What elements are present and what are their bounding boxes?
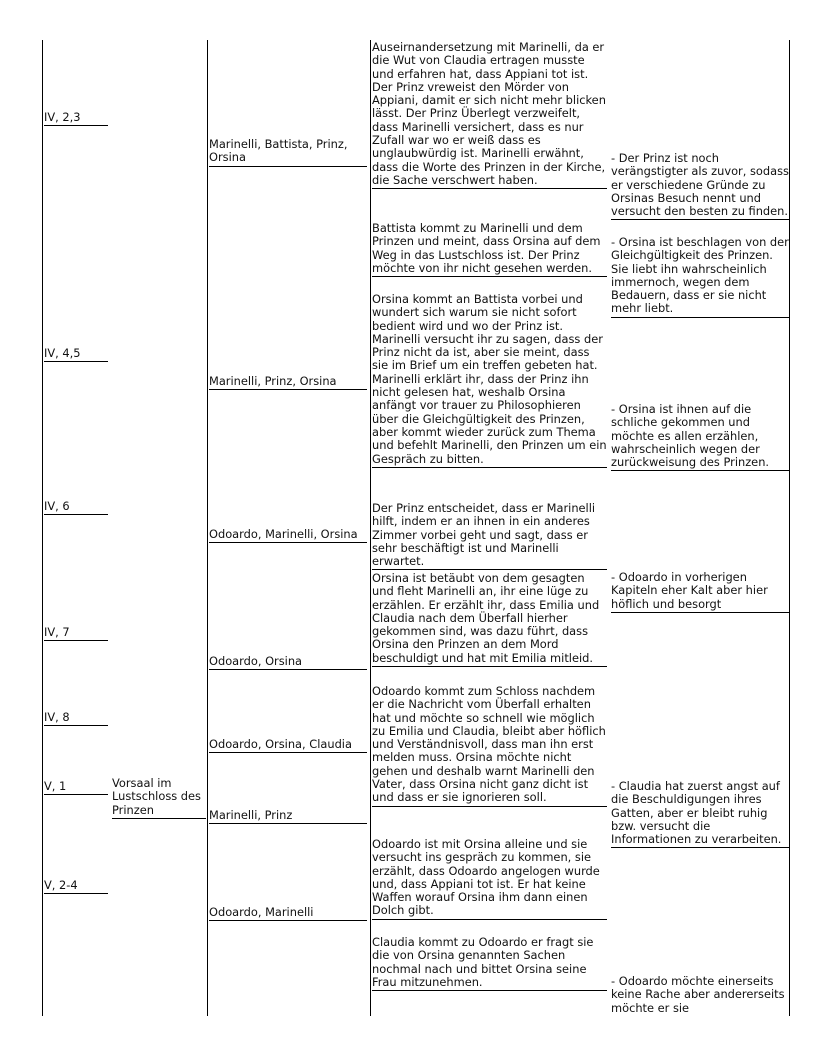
content-text: Battista kommt zu Marinelli und dem Prinzen und meint, dass Orsina auf dem Weg in das Lustschloss ist. Der Prinz möchte von ihr nicht gesehen werden. [372,222,607,277]
note-text: - Orsina ist beschlagen von der Gleichgültigkeit des Prinzen. Sie liebt ihn wahrscheinlich immernoch, wegen dem Bedauern, dass er sie nicht mehr liebt. [611,236,789,318]
content-text: Der Prinz entscheidet, dass er Marinelli hilft, indem er an ihnen in ein anderes Zimmer vorbei geht und sagt, dass er sehr beschäftigt ist und Marinelli erwartet. [372,502,607,570]
column-rule [42,40,43,1016]
characters-label: Odoardo, Orsina [209,655,367,670]
characters-label: Odoardo, Orsina, Claudia [209,738,367,753]
scene-label: IV, 2,3 [44,111,108,126]
content-text: Orsina ist betäubt von dem gesagten und fleht Marinelli an, ihr eine lüge zu erzählen. Er erzählt ihr, dass Emilia und Claudia nach dem Überfall hierher gekommen sind, was dazu führt, dass Orsina den Prinzen an dem Mord beschuldigt und hat mit Emilia mitleid. [372,572,607,667]
note-text: - Der Prinz ist noch verängstigter als zuvor, sodass er verschiedene Gründe zu Orsinas Besuch nennt und versucht den besten zu finden. [611,152,789,220]
scene-label: V, 2-4 [44,879,108,894]
note-text: - Orsina ist ihnen auf die schliche gekommen und möchte es allen erzählen, wahrscheinlich wegen der zurückweisung des Prinzen. [611,403,789,471]
content-text: Auseirnandersetzung mit Marinelli, da er die Wut von Claudia ertragen musste und erfahren hat, dass Appiani tot ist. Der Prinz vreweist den Mörder von Appiani, damit er sich nicht mehr blicken lässt. Der Prinz Überlegt verzweifelt, dass Marinelli versichert, dass es nur Zufall war wo er weiß dass es unglaubwürdig ist. Marinelli erwähnt, dass die Worte des Prinzen in der Kirche, die Sache verschwert haben. [372,41,607,189]
characters-label: Marinelli, Prinz [209,809,367,824]
content-text: Odoardo ist mit Orsina alleine und sie versucht ins gespräch zu kommen, sie erzählt, dass Odoardo angelogen wurde und, dass Appiani tot ist. Er hat keine Waffen worauf Orsina ihm dann einen Dolch gibt. [372,838,607,920]
scene-label: V, 1 [44,780,108,795]
characters-label: Marinelli, Prinz, Orsina [209,375,367,390]
scene-label: IV, 7 [44,626,108,641]
column-rule [789,40,790,1016]
scene-label: IV, 8 [44,711,108,726]
column-rule [370,40,371,1016]
note-text: - Odoardo möchte einerseits keine Rache aber andererseits möchte er sie [611,974,785,1015]
content-text: Odoardo kommt zum Schloss nachdem er die Nachricht vom Überfall erhalten hat und möchte so schnell wie möglich zu Emilia und Claudia, bleibt aber höflich und Verständnisvoll, dass man ihn erst melden muss. Orsina möchte nicht gehen und deshalb warnt Marinelli den Vater, dass Orsina nicht ganz dicht ist und dass er sie ignorieren soll. [372,685,607,807]
content-text: Orsina kommt an Battista vorbei und wundert sich warum sie nicht sofort bedient wird und wo der Prinz ist. Marinelli versucht ihr zu sagen, dass der Prinz nicht da ist, aber sie meint, dass sie im Brief um ein treffen gebeten hat. Marinelli erklärt ihr, dass der Prinz ihn nicht gelesen hat, weshalb Orsina anfängt vor trauer zu Philosophieren über die Gleichgültigkeit des Prinzen, aber kommt wieder zurück zum Thema und befehlt Marinelli, den Prinzen um ein Gespräch zu bitten. [372,293,607,468]
location-label: Vorsaal im Lustschloss des Prinzen [112,777,206,819]
scene-label: IV, 4,5 [44,347,108,362]
characters-label: Odoardo, Marinelli, Orsina [209,528,367,543]
content-text: Claudia kommt zu Odoardo er fragt sie die von Orsina genannten Sachen nochmal nach und bittet Orsina seine Frau mitzunehmen. [372,936,607,991]
characters-label: Odoardo, Marinelli [209,906,367,921]
column-rule [207,40,208,1016]
note-text: - Claudia hat zuerst angst auf die Beschuldigungen ihres Gatten, aber er bleibt ruhig bzw. versucht die Informationen zu verarbeiten. [611,780,789,848]
note-text: - Odoardo in vorherigen Kapiteln eher Kalt aber hier höflich und besorgt [611,571,789,613]
scene-label: IV, 6 [44,500,108,515]
characters-label: Marinelli, Battista, Prinz, Orsina [209,138,367,167]
